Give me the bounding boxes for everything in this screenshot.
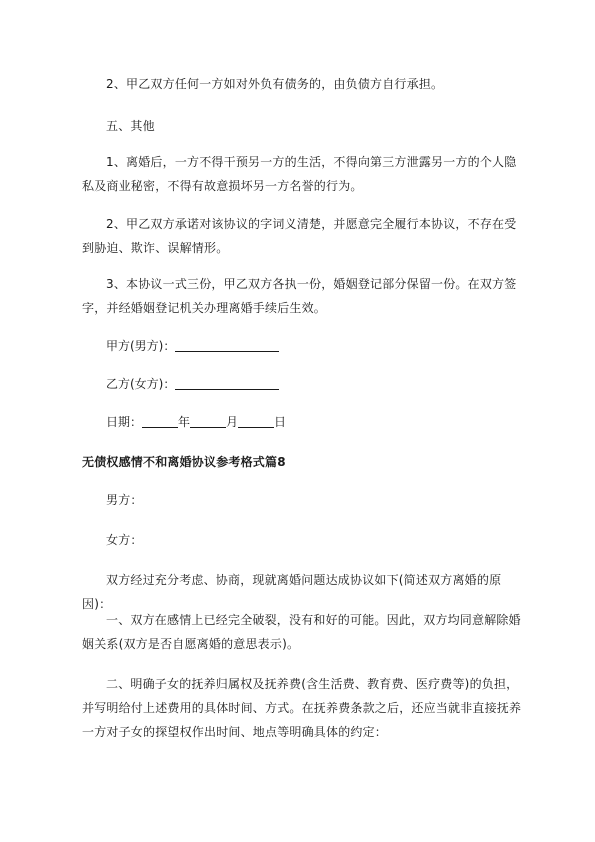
date-label: 日期： xyxy=(106,415,143,429)
male-label: 男方： xyxy=(106,493,143,507)
party-b-signature-line xyxy=(106,372,279,396)
clause-1-paragraph: 一、双方在感情上已经完全破裂，没有和好的可能。因此，双方均同意解除婚姻关系(双方是否自愿离婚的意思表示)。 xyxy=(82,613,521,651)
other-clause-3-paragraph: 3、本协议一式三份，甲乙双方各执一份，婚姻登记部分保留一份。在双方签字，并经婚姻登记机关办理离婚手续后生效。 xyxy=(82,277,517,315)
female-label: 女方： xyxy=(106,533,143,547)
party-b-blank[interactable] xyxy=(175,375,279,390)
month-label: 月 xyxy=(226,415,239,429)
date-line xyxy=(106,410,286,434)
year-label: 年 xyxy=(178,415,191,429)
party-b-label: 乙方(女方)： xyxy=(106,377,176,391)
party-a-blank[interactable] xyxy=(175,337,279,352)
section-8-title: 无债权感情不和离婚协议参考格式篇8 xyxy=(82,455,286,469)
other-clause-2-paragraph: 2、甲乙双方承诺对该协议的字词义清楚，并愿意完全履行本协议，不存在受到胁迫、欺诈、误解情形。 xyxy=(82,217,517,255)
party-a-signature-line xyxy=(106,334,279,358)
intro-paragraph: 双方经过充分考虑、协商，现就离婚问题达成协议如下(简述双方离婚的原因)： xyxy=(82,573,502,611)
other-clause-1-paragraph: 1、离婚后，一方不得干预另一方的生活，不得向第三方泄露另一方的个人隐私及商业秘密，不得有故意损坏另一方名誉的行为。 xyxy=(82,155,517,193)
section-other-heading: 五、其他 xyxy=(106,119,155,133)
party-a-label: 甲方(男方)： xyxy=(106,339,176,353)
month-blank[interactable] xyxy=(190,413,226,428)
year-blank[interactable] xyxy=(142,413,178,428)
day-blank[interactable] xyxy=(238,413,274,428)
clause-2-paragraph: 二、明确子女的抚养归属权及抚养费(含生活费、教育费、医疗费等)的负担，并写明给付上述费用的具体时间、方式。在抚养费条款之后，还应当就非直接抚养一方对子女的探望权作出时间、地点等明确具体的约定： xyxy=(82,677,522,739)
debt-clause-paragraph: 2、甲乙双方任何一方如对外负有债务的，由负债方自行承担。 xyxy=(106,77,444,91)
day-label: 日 xyxy=(274,415,287,429)
